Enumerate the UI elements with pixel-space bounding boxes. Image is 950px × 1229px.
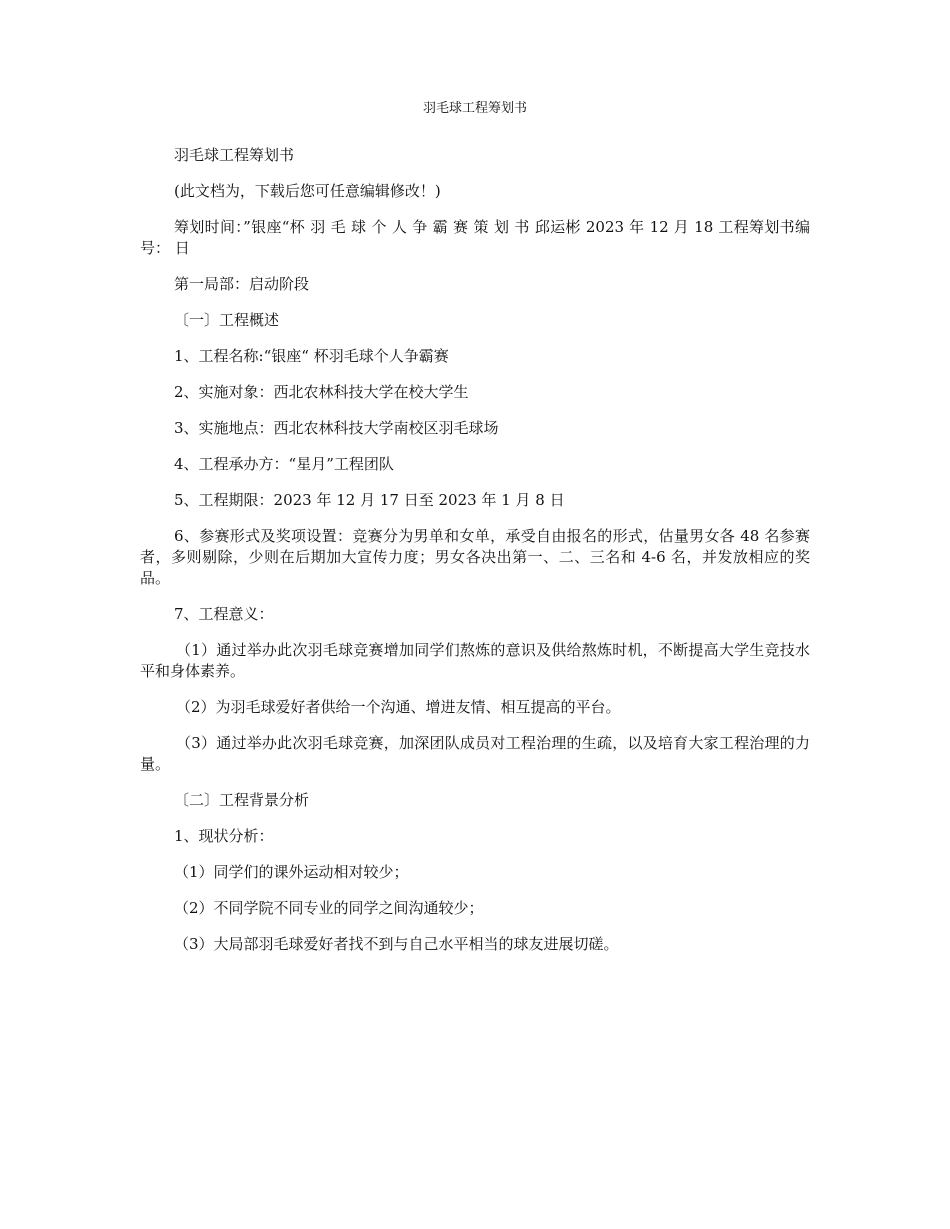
list-subitem: （2）不同学院不同专业的同学之间沟通较少； — [174, 899, 484, 917]
list-item: 5、工程期限：2023 年 12 月 17 日至 2023 年 1 月 8 日 — [174, 491, 565, 509]
doc-note: (此文档为，下载后您可任意编辑修改！) — [174, 182, 441, 200]
list-item: 6、参赛形式及奖项设置：竞赛分为男单和女单，承受自由报名的形式，估量男女各 48 名参赛者，多则剔除，少则在后期加大宣传力度；男女各决出第一、二、三名和 4-6 名，并发放相应的奖品。 — [140, 527, 810, 587]
page-header-title: 羽毛球工程筹划书 — [422, 101, 527, 116]
subsection-heading: 〔一〕工程概述 — [174, 311, 280, 329]
list-item: 7、工程意义： — [174, 605, 274, 623]
list-item: 1、工程名称:“银座“ 杯羽毛球个人争霸赛 — [174, 347, 449, 365]
section-heading: 第一局部：启动阶段 — [174, 275, 310, 293]
document-body — [140, 145, 810, 970]
list-item: 3、实施地点：西北农林科技大学南校区羽毛球场 — [174, 419, 499, 437]
list-subitem: （1）通过举办此次羽毛球竞赛增加同学们熬炼的意识及供给熬炼时机，不断提高大学生竞技水平和身体素养。 — [140, 641, 810, 680]
doc-title: 羽毛球工程筹划书 — [174, 146, 295, 164]
list-subitem: （2）为羽毛球爱好者供给一个沟通、增进友情、相互提高的平台。 — [176, 698, 621, 716]
list-item: 2、实施对象：西北农林科技大学在校大学生 — [174, 383, 469, 401]
list-subitem: （3）大局部羽毛球爱好者找不到与自己水平相当的球友进展切磋。 — [174, 935, 619, 953]
list-subitem: （3）通过举办此次羽毛球竞赛，加深团队成员对工程治理的生疏，以及培育大家工程治理的力量。 — [140, 734, 810, 773]
list-item: 1、现状分析： — [174, 827, 274, 845]
list-item: 4、工程承办方：“星月”工程团队 — [174, 455, 394, 473]
subsection-heading: 〔二〕工程背景分析 — [174, 791, 310, 809]
plan-time-line: 筹划时间：”银座“杯 羽 毛 球 个 人 争 霸 赛 策 划 书 邱运彬 2023 年 12 月 18 工程筹划书编号： 日 — [140, 218, 810, 257]
list-subitem: （1）同学们的课外运动相对较少； — [174, 863, 409, 881]
